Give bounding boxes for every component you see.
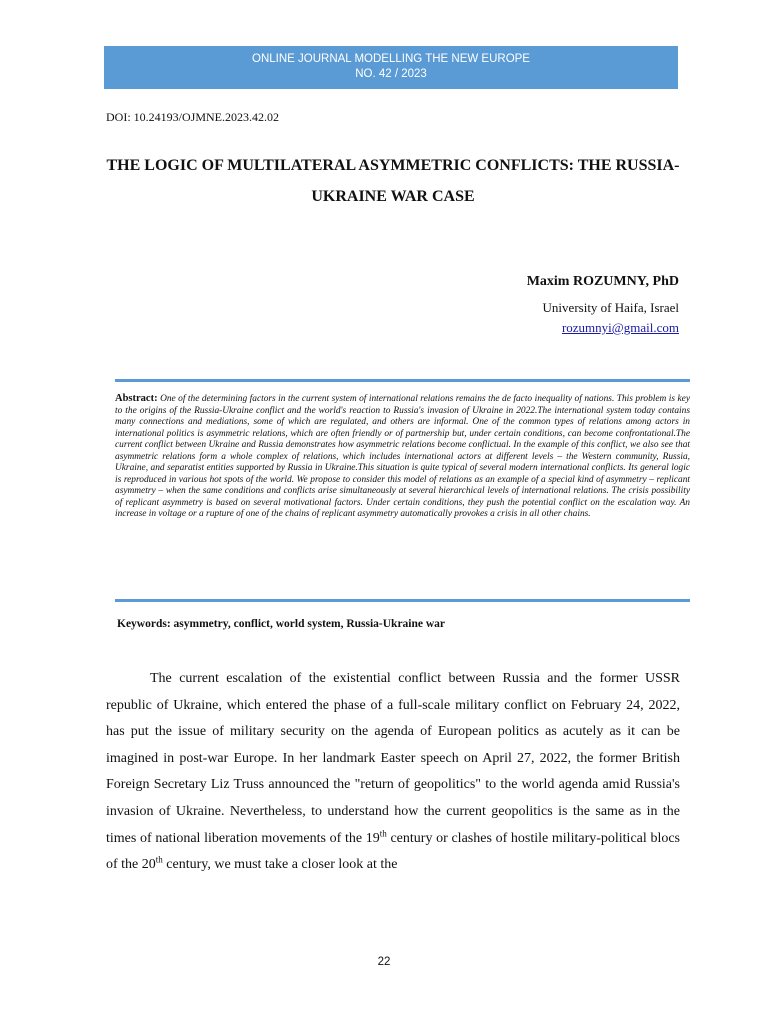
abstract-label: Abstract:	[115, 393, 158, 404]
body-paragraph	[106, 666, 680, 879]
abstract-top-rule	[115, 379, 690, 382]
author-affiliation: University of Haifa, Israel	[542, 300, 679, 315]
keywords-values: asymmetry, conflict, world system, Russia-Ukraine war	[173, 618, 446, 630]
paper-title: THE LOGIC OF MULTILATERAL ASYMMETRIC CONFLICTS: THE RUSSIA-UKRAINE WAR CASE	[106, 157, 680, 205]
body-sup-1: th	[379, 827, 387, 838]
author-email-link[interactable]: rozumnyi@gmail.com	[561, 320, 679, 335]
body-text-part3: century, we must take a closer look at the	[162, 857, 398, 873]
body-text-part2: century or clashes of hostile military-political blocs of the 20	[106, 830, 680, 873]
journal-issue: NO. 42 / 2023	[355, 68, 427, 80]
keywords-label: Keywords:	[117, 618, 171, 630]
journal-header-band	[104, 46, 678, 89]
author-block	[527, 272, 679, 338]
body-text-part1: The current escalation of the existential conflict between Russia and the former USSR republic of Ukraine, which entered the phase of a full-scale military conflict on February 24, 2022, has put the issue of military security on the agenda of European politics as acutely as it can be imagined in post-war Europe. In her landmark Easter speech on April 27, 2022, the former British Foreign Secretary Liz Truss announced the "return of geopolitics" to the world agenda amid Russia's invasion of Ukraine. Nevertheless, to understand how the current geopolitics is the same as in the times of national liberation movements of the 19	[106, 671, 680, 846]
abstract-text: One of the determining factors in the current system of international relations remains the de facto inequality of nations. This problem is key to the origins of the Russia-Ukraine conflict and the world's reaction to Russia's invasion of Ukraine in 2022.The international system today contains many connections and mediations, some of which are regulated, and others are informal. One of the common types of relations among actors in international politics is asymmetric relations, which are often friendly or of partnership but, under certain conditions, can become confrontational.The current conflict between Ukraine and Russia demonstrates how asymmetric relations become conflictual. In the example of this conflict, we also see that asymmetric relations form a whole complex of relations, which includes international actors at different levels – the Western community, Russia, Ukraine, and separatist entities supported by Russia in Ukraine.This situation is quite typical of several modern international conflicts. Its general logic is reproduced in various hot spots of the world. We propose to consider this model of relations as an example of a special kind of asymmetry – replicant asymmetry – when the same conditions and conflicts arise simultaneously at several hierarchical levels of international relations. The crisis possibility of replicant asymmetry is based on several motivational factors. Under certain conditions, they push the potential conflict on the escalation way. An increase in voltage or a rupture of one of the chains of replicant asymmetry automatically provokes a crisis in all other chains.	[115, 394, 690, 520]
keywords	[117, 618, 445, 630]
doi: DOI: 10.24193/OJMNE.2023.42.02	[106, 110, 279, 124]
body-sup-2: th	[155, 854, 163, 865]
body-text	[106, 666, 680, 879]
abstract-bottom-rule	[115, 599, 690, 602]
page-number: 22	[377, 956, 391, 968]
abstract	[115, 393, 690, 521]
author-name: Maxim ROZUMNY, PhD	[526, 274, 679, 289]
journal-name: ONLINE JOURNAL MODELLING THE NEW EUROPE	[252, 53, 530, 65]
